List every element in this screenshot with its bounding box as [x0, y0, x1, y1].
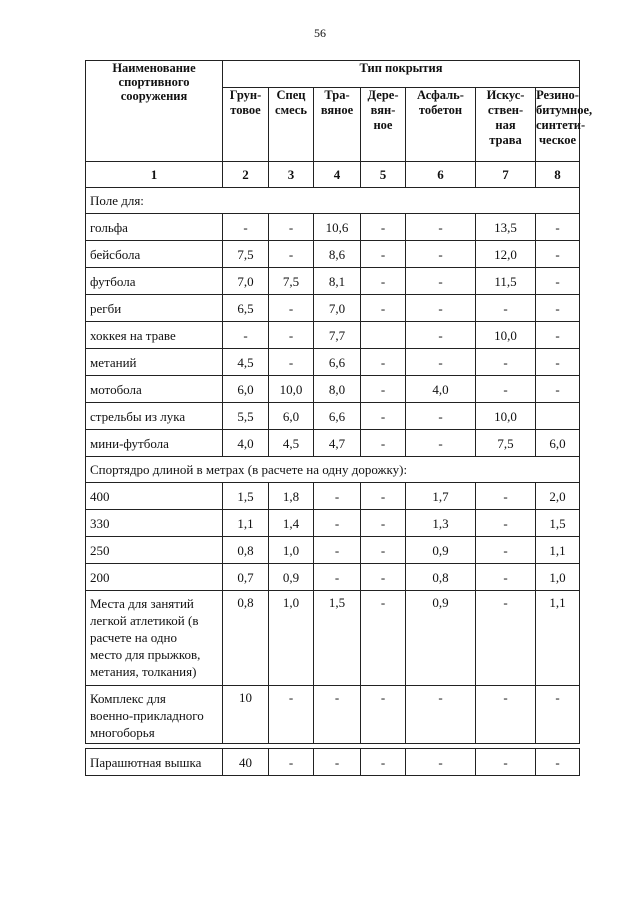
facility-name: стрельбы из лука: [86, 403, 223, 430]
table-cell: 7,0: [314, 295, 361, 322]
table-cell: -: [269, 241, 314, 268]
table-cell: -: [476, 564, 536, 591]
table-cell: 1,1: [536, 591, 580, 686]
header-col-rubber: Резино- битумное, синтети- ческое: [536, 88, 580, 162]
table-cell: 1,1: [536, 537, 580, 564]
table-cell: 7,5: [269, 268, 314, 295]
table-row: [86, 564, 580, 591]
column-number: 1: [86, 162, 223, 188]
table-cell: -: [361, 537, 406, 564]
facility-name: 400: [86, 483, 223, 510]
table-cell: 10,0: [269, 376, 314, 403]
table-cell: -: [361, 403, 406, 430]
facility-name: метаний: [86, 349, 223, 376]
header-surface-type: Тип покрытия: [223, 61, 580, 88]
table-cell: -: [314, 749, 361, 776]
table-row: [86, 483, 580, 510]
table-cell: 1,0: [269, 591, 314, 686]
table-cell: -: [361, 430, 406, 457]
table-cell: -: [476, 591, 536, 686]
table-cell: 8,6: [314, 241, 361, 268]
table-cell: 6,6: [314, 403, 361, 430]
table-row: [86, 376, 580, 403]
table-row: [86, 322, 580, 349]
table-cell: 6,0: [223, 376, 269, 403]
table-cell: -: [476, 510, 536, 537]
table-row: [86, 349, 580, 376]
column-number: 2: [223, 162, 269, 188]
table-cell: -: [361, 686, 406, 744]
table-row: [86, 537, 580, 564]
section-title: Спортядро длиной в метрах (в расчете на одну дорожку):: [86, 457, 580, 483]
table-cell: 0,8: [406, 564, 476, 591]
table-cell: 11,5: [476, 268, 536, 295]
table-cell: 6,5: [223, 295, 269, 322]
table-cell: 1,0: [536, 564, 580, 591]
table-cell: 0,7: [223, 564, 269, 591]
table-cell: -: [536, 214, 580, 241]
table-row: [86, 268, 580, 295]
table-row: [86, 295, 580, 322]
sports-facilities-table: [85, 60, 593, 776]
table-row: [86, 510, 580, 537]
facility-name: футбола: [86, 268, 223, 295]
column-number: 7: [476, 162, 536, 188]
table-cell: -: [476, 349, 536, 376]
facility-name: мотобола: [86, 376, 223, 403]
facility-name: 330: [86, 510, 223, 537]
header-col-artificial-grass: Искус- ствен- ная трава: [476, 88, 536, 162]
column-number-row: [86, 162, 580, 188]
table-row: [86, 591, 580, 686]
table-cell: -: [361, 241, 406, 268]
table-cell: -: [476, 483, 536, 510]
table-cell: -: [476, 295, 536, 322]
table-cell: -: [269, 749, 314, 776]
table-cell: 2,0: [536, 483, 580, 510]
column-number: 3: [269, 162, 314, 188]
table-cell: -: [361, 591, 406, 686]
table-cell: -: [536, 295, 580, 322]
facility-name: бейсбола: [86, 241, 223, 268]
table-cell: -: [361, 510, 406, 537]
table-cell: 10,6: [314, 214, 361, 241]
facility-name: мини-футбола: [86, 430, 223, 457]
table-cell: -: [269, 322, 314, 349]
facility-name: гольфа: [86, 214, 223, 241]
table-cell: 1,1: [223, 510, 269, 537]
table-cell: -: [223, 322, 269, 349]
table-cell: -: [536, 268, 580, 295]
table-cell: 10,0: [476, 322, 536, 349]
table-cell: -: [406, 686, 476, 744]
table-cell: 7,7: [314, 322, 361, 349]
table-cell: 1,4: [269, 510, 314, 537]
table-cell: 6,0: [536, 430, 580, 457]
table-cell: -: [536, 349, 580, 376]
facility-name: регби: [86, 295, 223, 322]
table-cell: 0,8: [223, 537, 269, 564]
header-facility-name: Наименование спортивного сооружения: [86, 61, 223, 162]
section-track-row: [86, 457, 580, 483]
table-row: [86, 686, 580, 744]
column-number: 8: [536, 162, 580, 188]
table-cell: -: [269, 214, 314, 241]
section-title: Поле для:: [86, 188, 580, 214]
table-cell: -: [536, 241, 580, 268]
table-cell: -: [361, 564, 406, 591]
table-cell: -: [361, 349, 406, 376]
table-cell: -: [406, 214, 476, 241]
table-cell: -: [314, 510, 361, 537]
table-cell: -: [476, 749, 536, 776]
page-number: 56: [314, 26, 326, 40]
table-cell: -: [406, 241, 476, 268]
table-cell: -: [269, 686, 314, 744]
table-cell: -: [406, 430, 476, 457]
table-cell: 7,5: [476, 430, 536, 457]
header-col-asphalt: Асфаль- тобетон: [406, 88, 476, 162]
table-row: [86, 241, 580, 268]
table-cell: -: [536, 376, 580, 403]
table-cell: 13,5: [476, 214, 536, 241]
table-cell: 1,7: [406, 483, 476, 510]
table-cell: 0,8: [223, 591, 269, 686]
table-cell: -: [406, 349, 476, 376]
header-col-wooden: Дере- вян- ное: [361, 88, 406, 162]
table-cell: 1,0: [269, 537, 314, 564]
table-cell: -: [406, 403, 476, 430]
table-cell: -: [361, 214, 406, 241]
table-cell: -: [406, 268, 476, 295]
table-cell: -: [269, 295, 314, 322]
table-cell: 0,9: [406, 591, 476, 686]
table-cell: -: [269, 349, 314, 376]
table-cell: 8,1: [314, 268, 361, 295]
table-row: [86, 214, 580, 241]
column-number: 5: [361, 162, 406, 188]
table-cell: 4,7: [314, 430, 361, 457]
table-cell: -: [536, 749, 580, 776]
table-cell: 4,5: [223, 349, 269, 376]
table-cell: [361, 322, 406, 349]
table-cell: -: [223, 214, 269, 241]
table-cell: 6,6: [314, 349, 361, 376]
table-cell: 6,0: [269, 403, 314, 430]
table-cell: 4,0: [406, 376, 476, 403]
table-cell: 0,9: [269, 564, 314, 591]
table-cell: -: [406, 322, 476, 349]
table-cell: -: [361, 483, 406, 510]
table-cell: 0,9: [406, 537, 476, 564]
table-cell: -: [406, 295, 476, 322]
table-row: [86, 749, 580, 776]
table-cell: 12,0: [476, 241, 536, 268]
table-cell: -: [536, 686, 580, 744]
table-cell: 40: [223, 749, 269, 776]
header-col-grass: Тра- вяное: [314, 88, 361, 162]
table-cell: -: [361, 376, 406, 403]
table-cell: 1,5: [314, 591, 361, 686]
table-cell: 4,5: [269, 430, 314, 457]
facility-name: 200: [86, 564, 223, 591]
table-cell: -: [314, 483, 361, 510]
table-cell: -: [361, 749, 406, 776]
table-cell: 8,0: [314, 376, 361, 403]
facility-name: Комплекс для военно-прикладного многоборья: [86, 686, 223, 744]
section-fields-row: [86, 188, 580, 214]
header-col-special-mix: Спец смесь: [269, 88, 314, 162]
table-cell: [536, 403, 580, 430]
table-cell: 10,0: [476, 403, 536, 430]
table-cell: 5,5: [223, 403, 269, 430]
table-cell: 1,5: [223, 483, 269, 510]
table-row: [86, 430, 580, 457]
table-cell: -: [314, 686, 361, 744]
table-cell: 7,5: [223, 241, 269, 268]
table-cell: -: [476, 376, 536, 403]
table-cell: 1,5: [536, 510, 580, 537]
table-cell: -: [361, 295, 406, 322]
table-cell: 7,0: [223, 268, 269, 295]
table-cell: 10: [223, 686, 269, 744]
table-cell: -: [314, 537, 361, 564]
column-number: 4: [314, 162, 361, 188]
facility-name: 250: [86, 537, 223, 564]
table-cell: -: [536, 322, 580, 349]
table-cell: -: [314, 564, 361, 591]
facility-name: хоккея на траве: [86, 322, 223, 349]
table-row: [86, 403, 580, 430]
table-cell: -: [476, 537, 536, 564]
column-number: 6: [406, 162, 476, 188]
table-cell: 1,3: [406, 510, 476, 537]
table-cell: -: [476, 686, 536, 744]
facility-name: Места для занятий легкой атлетикой (в расчете на одно место для прыжков, метания, толкания): [86, 591, 223, 686]
table-cell: 1,8: [269, 483, 314, 510]
table-cell: -: [406, 749, 476, 776]
header-col-ground: Грун- товое: [223, 88, 269, 162]
facility-name: Парашютная вышка: [86, 749, 223, 776]
table-cell: 4,0: [223, 430, 269, 457]
table-cell: -: [361, 268, 406, 295]
